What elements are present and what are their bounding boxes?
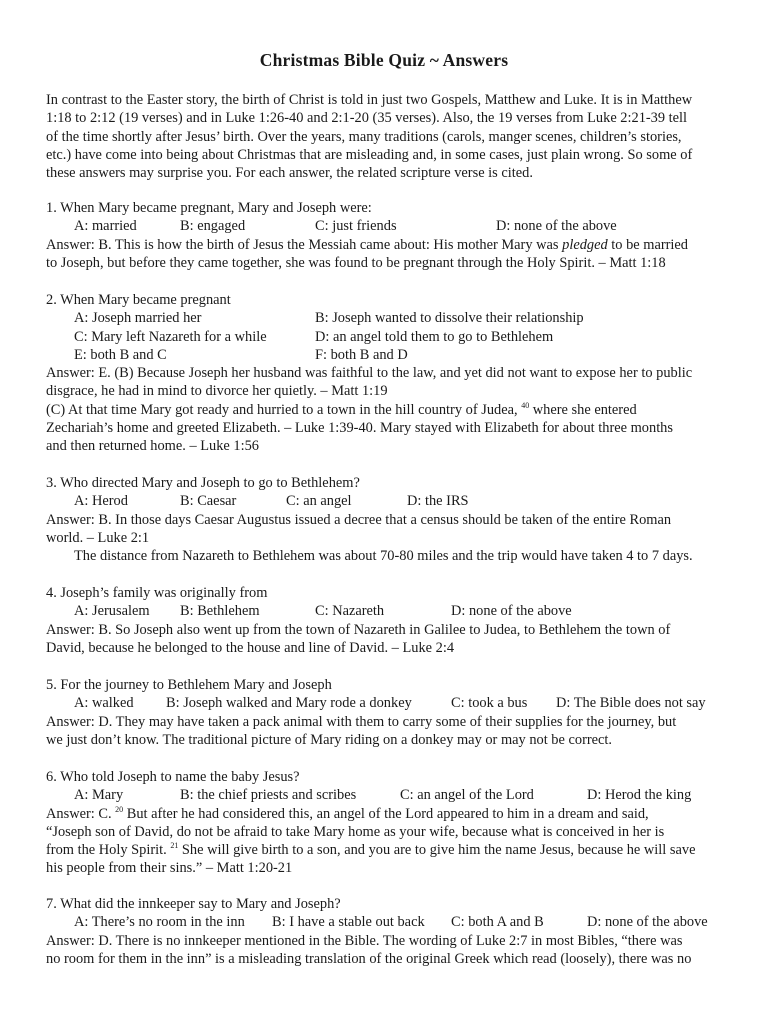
answer-note: The distance from Nazareth to Bethlehem was about 70-80 miles and the trip would have taken 4 to 7 days.	[74, 548, 693, 565]
option-c: C: an angel	[286, 493, 352, 510]
option-a: A: married	[74, 218, 137, 235]
option-b: B: Joseph walked and Mary rode a donkey	[166, 695, 412, 712]
answer-text: from the Holy Spirit. $^{21}$ She will give birth to a son, and you are to give him the name Jesus, because he will save	[46, 841, 696, 859]
answer-text: world. – Luke 2:1	[46, 529, 150, 546]
verse-number: 40	[521, 400, 530, 410]
option-a: A: Herod	[74, 493, 128, 510]
option-c: C: just friends	[315, 218, 397, 235]
intro-line: these answers may surprise you. For each answer, the related scripture verse is cited.	[46, 165, 533, 182]
options-row	[46, 309, 736, 327]
question-2	[46, 291, 736, 456]
options-row	[46, 913, 736, 931]
answer-text: Answer: B. So Joseph also went up from the town of Nazareth in Galilee to Judea, to Bethlehem the town of	[46, 621, 671, 638]
answer-text: Answer: D. They may have taken a pack animal with them to carry some of their supplies for the journey, but	[46, 713, 677, 730]
answer-text: Answer: D. There is no innkeeper mentioned in the Bible. The wording of Luke 2:7 in most Bibles, “there was	[46, 932, 683, 949]
options-row	[46, 492, 736, 510]
option-b: B: I have a stable out back	[272, 914, 425, 931]
answer-text: Answer: C. $^{20}$ But after he had considered this, an angel of the Lord appeared to him in a dream and said,	[46, 804, 649, 822]
option-c: C: both A and B	[451, 914, 544, 931]
option-c: C: an angel of the Lord	[400, 787, 534, 804]
option-f: F: both B and D	[315, 346, 408, 363]
question-text: 3. Who directed Mary and Joseph to go to Bethlehem?	[46, 475, 360, 491]
intro-line: 1:18 to 2:12 (19 verses) and in Luke 1:26-40 and 2:1-20 (35 verses). Also, the 19 verses from Luke 2:21-39 tell	[46, 110, 688, 127]
question-3	[46, 474, 736, 565]
answer-text: Answer: E. (B) Because Joseph her husband was faithful to the law, and yet did not want to expose her to public	[46, 365, 693, 382]
page-title: Christmas Bible Quiz ~ Answers	[259, 50, 509, 70]
answer-text: disgrace, he had in mind to divorce her quietly. – Matt 1:19	[46, 383, 388, 400]
question-1	[46, 199, 736, 272]
option-a: A: walked	[74, 695, 134, 712]
answer-text: David, because he belonged to the house and line of David. – Luke 2:4	[46, 639, 455, 656]
option-c: C: Mary left Nazareth for a while	[74, 328, 267, 345]
option-b: B: engaged	[180, 218, 246, 235]
answer-text: no room for them in the inn” is a misleading translation of the original Greek which read (loosely), there was no	[46, 950, 692, 967]
option-a: A: Jerusalem	[74, 603, 150, 620]
options-row	[46, 328, 736, 346]
verse-number: 20	[115, 804, 124, 814]
option-b: B: the chief priests and scribes	[180, 787, 357, 804]
option-b: B: Joseph wanted to dissolve their relationship	[315, 310, 584, 327]
option-a: A: There’s no room in the inn	[74, 914, 245, 931]
option-e: E: both B and C	[74, 346, 167, 363]
verse-number: 21	[170, 841, 179, 851]
emphasis-pledged: pledged	[562, 236, 608, 253]
answer-text: to Joseph, but before they came together, she was found to be pregnant through the Holy Spirit. – Matt 1:18	[46, 254, 666, 271]
question-text: 1. When Mary became pregnant, Mary and Joseph were:	[46, 200, 372, 216]
intro-paragraph	[46, 91, 736, 182]
options-row	[46, 786, 736, 804]
question-text: 2. When Mary became pregnant	[46, 292, 231, 308]
question-7	[46, 895, 736, 968]
option-b: B: Bethlehem	[180, 603, 260, 620]
option-d: D: none of the above	[587, 914, 708, 931]
option-d: D: none of the above	[496, 218, 617, 235]
answer-text: and then returned home. – Luke 1:56	[46, 438, 259, 455]
answer-text: his people from their sins.” – Matt 1:20-21	[46, 860, 293, 877]
options-row	[46, 346, 736, 364]
intro-line: of the time shortly after Jesus’ birth. Over the years, many traditions (carols, manger scenes, children’s stories,	[46, 128, 682, 145]
option-c: C: Nazareth	[315, 603, 385, 620]
answer-text: Zechariah’s home and greeted Elizabeth. – Luke 1:39-40. Mary stayed with Elizabeth for about three months	[46, 420, 673, 437]
option-d: D: Herod the king	[587, 787, 692, 804]
question-6	[46, 768, 736, 878]
options-row	[46, 694, 736, 712]
answer-text: (C) At that time Mary got ready and hurried to a town in the hill country of Judea, $^{40}$ where she entered	[46, 400, 637, 418]
question-text: 5. For the journey to Bethlehem Mary and Joseph	[46, 677, 332, 693]
option-a: A: Mary	[74, 787, 124, 804]
option-a: A: Joseph married her	[74, 310, 202, 327]
option-d: D: The Bible does not say	[556, 695, 706, 712]
answer-text: Answer: B. In those days Caesar Augustus issued a decree that a census should be taken of the entire Roman	[46, 511, 672, 528]
question-text: 6. Who told Joseph to name the baby Jesus?	[46, 769, 300, 785]
option-c: C: took a bus	[451, 695, 528, 712]
intro-line: etc.) have come into being about Christmas that are misleading and, in some cases, just plain wrong. So some of	[46, 146, 693, 163]
answer-text: we just don’t know. The traditional picture of Mary riding on a donkey may or may not be correct.	[46, 731, 613, 748]
options-row	[46, 217, 736, 235]
intro-line: In contrast to the Easter story, the birth of Christ is told in just two Gospels, Matthew and Luke. It is in Matthew	[46, 92, 693, 108]
answer-text: “Joseph son of David, do not be afraid to take Mary home as your wife, because what is conceived in her is	[46, 823, 665, 840]
option-b: B: Caesar	[180, 493, 237, 510]
question-5	[46, 676, 736, 749]
option-d: D: an angel told them to go to Bethlehem	[315, 328, 554, 345]
question-4	[46, 584, 736, 657]
option-d: D: the IRS	[407, 493, 469, 510]
option-d: D: none of the above	[451, 603, 572, 620]
question-text: 7. What did the innkeeper say to Mary and Joseph?	[46, 896, 341, 912]
options-row	[46, 602, 736, 620]
answer-text: Answer: B. This is how the birth of Jesus the Messiah came about: His mother Mary was pledged to be married	[46, 236, 689, 253]
question-text: 4. Joseph’s family was originally from	[46, 585, 268, 601]
